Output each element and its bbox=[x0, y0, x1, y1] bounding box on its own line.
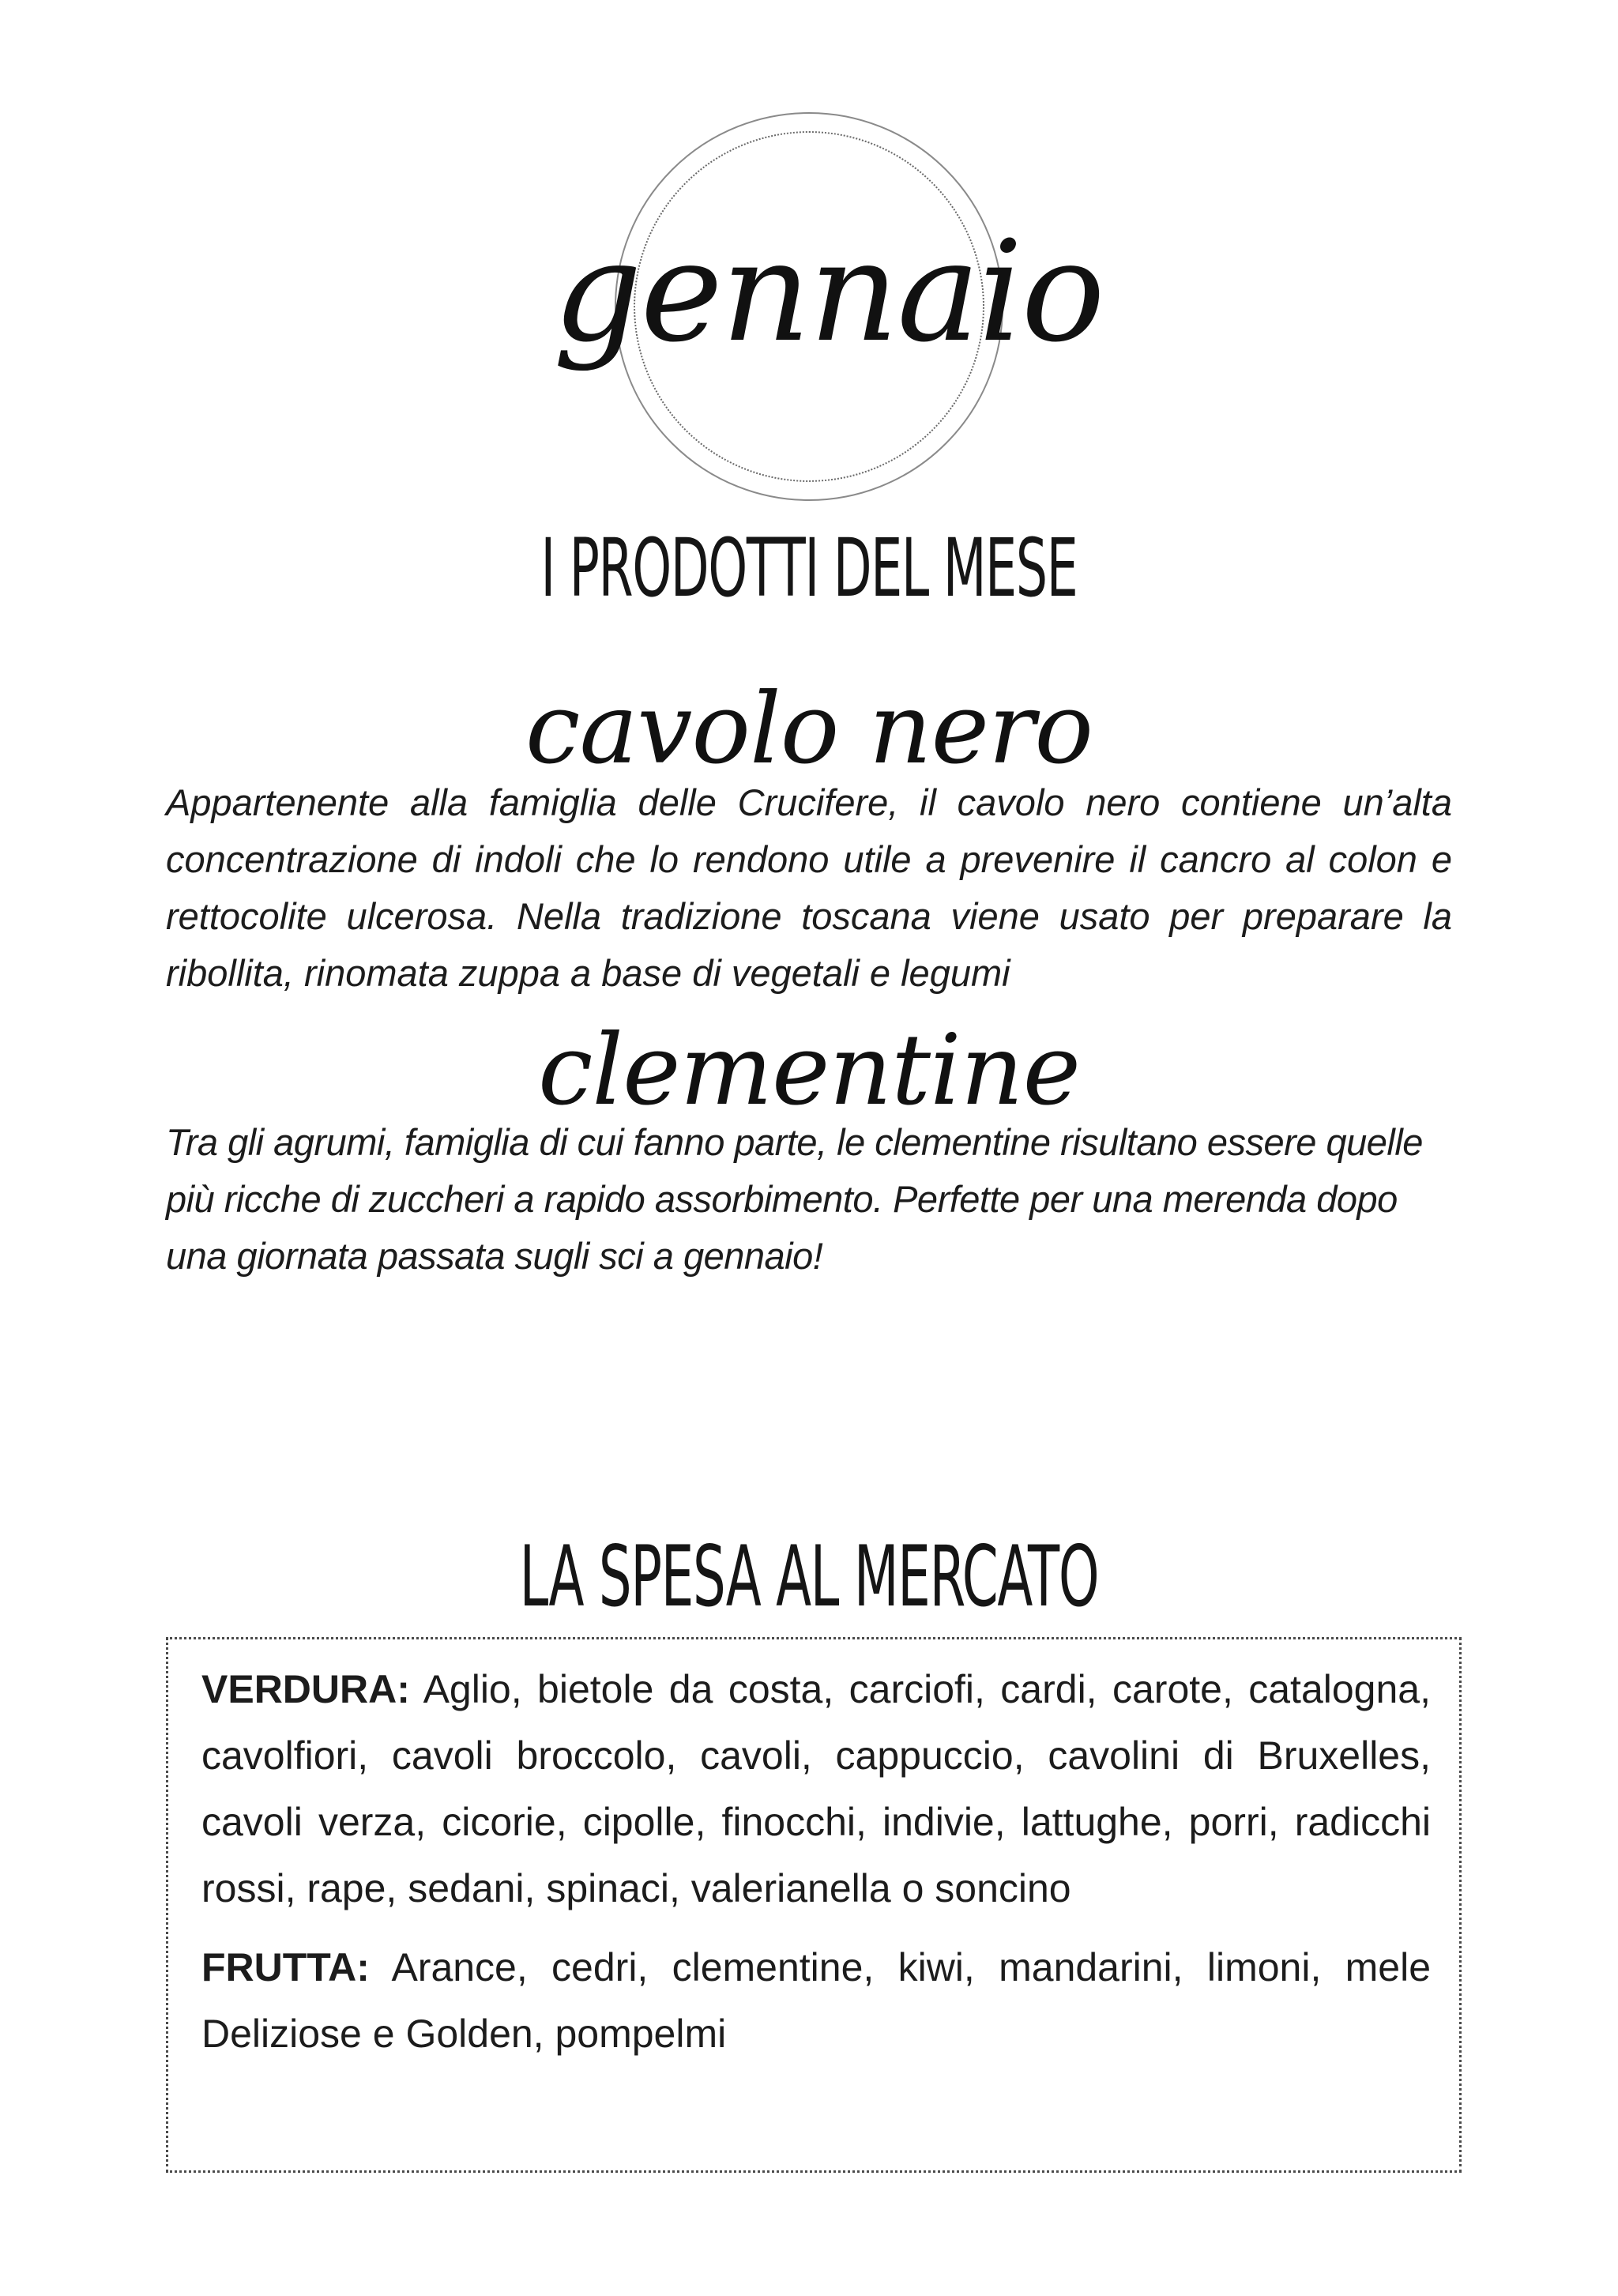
product-description-cavolo-nero: Appartenente alla famiglia delle Crucifere, il cavolo nero contiene un’alta concentrazione di indoli che lo rendono utile a prevenire il cancro al colon e rettocolite ulcerosa. Nella tradizione toscana viene usato per preparare la ribollita, rinomata zuppa a base di vegetali e legumi bbox=[166, 781, 1452, 994]
product-name-clementine: clementine bbox=[537, 1014, 1081, 1127]
market-section-title: LA SPESA AL MERCATO bbox=[519, 1528, 1099, 1625]
product-description-clementine: Tra gli agrumi, famiglia di cui fanno parte, le clementine risultano essere quelle più ricche di zuccheri a rapido assorbimento. Perfette per una merenda dopo una giornata passata sugli sci a gennaio! bbox=[166, 1121, 1423, 1277]
market-group-label: FRUTTA: bbox=[201, 1945, 370, 1989]
market-group-text: Arance, cedri, clementine, kiwi, mandarini, limoni, mele Deliziose e Golden, pompelmi bbox=[201, 1945, 1432, 2056]
products-section-title: I PRODOTTI DEL MESE bbox=[540, 521, 1078, 615]
product-name-cavolo-nero: cavolo nero bbox=[525, 672, 1093, 786]
market-group-text: Aglio, bietole da costa, carciofi, cardi, carote, catalogna, cavolfiori, cavoli broccolo, cavoli, cappuccio, cavolini di Bruxelles, cavoli verza, cicorie, cipolle, finocchi, indivie, lattughe, porri, radicchi rossi, rape, sedani, spinaci, valerianella o soncino bbox=[201, 1667, 1431, 1910]
month-title: gennaio bbox=[553, 211, 1104, 373]
market-group-label: VERDURA: bbox=[201, 1667, 410, 1711]
market-group-fruit bbox=[201, 1934, 1431, 2067]
market-group-vegetables bbox=[201, 1656, 1431, 1921]
